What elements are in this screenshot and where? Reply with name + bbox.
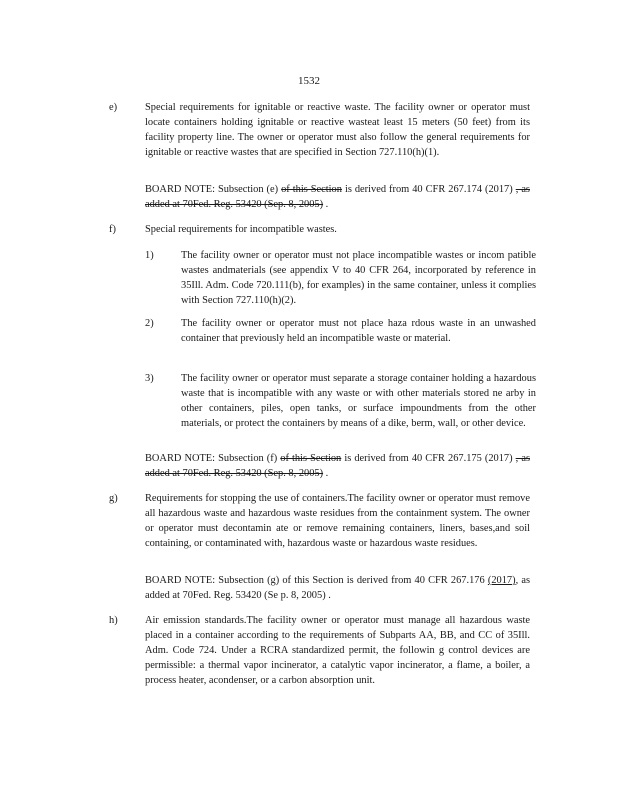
section-label: e) <box>109 102 118 113</box>
note-prefix: BOARD NOTE: Subsection (f) <box>145 453 278 464</box>
note-prefix: BOARD NOTE: Subsection (e) <box>145 184 279 195</box>
section-label: g) <box>109 493 118 504</box>
section-text: Special requirements for ignitable or reactive waste. The facility owner or operator must locate containers holding ignitable or reactive wasteat least 15 meters (50 feet) from its facility property line. The owner or operator must also follow the general requirements for ignitable or reactive wastes that are specified in Section 727.110(h)(1). <box>145 102 530 158</box>
note-end: . <box>325 468 329 479</box>
item-label: 1) <box>145 250 154 261</box>
board-note <box>145 182 530 212</box>
note-struck-text: , as added at 70Fed. Reg. 53420 (Sep. 8, 2005) <box>145 184 530 210</box>
note-struck-text: of this Section <box>280 453 342 464</box>
note-rest: , as added at 70Fed. Reg. 53420 (Se p. 8, 2005) . <box>145 575 530 601</box>
item-text: The facility owner or operator must not place incompatible wastes or incom patible wastes andmaterials (see appendix V to 40 CFR 264, incorporated by reference in 35Ill. Adm. Code 720.111(b), for examples) in the same container, unless it complies with Section 727.110(h)(2). <box>181 250 536 306</box>
section-text: Air emission standards.The facility owner or operator must manage all hazardous waste placed in a container according to the requirements of Subparts AA, BB, and CC of 35Ill. Adm. Code 724. Under a RCRA standardized permit, the followin g control devices are permissible: a thermal vapor incinerator, a catalytic vapor incinerator, a flame, a boiler, a process heater, acondenser, or a carbon absorption unit. <box>145 615 530 686</box>
section-label: h) <box>109 615 118 626</box>
note-middle: is derived from 40 CFR 267.175 (2017) <box>344 453 513 464</box>
item-text: The facility owner or operator must separate a storage container holding a hazardous waste that is incompatible with any waste or with other materials stored ne arby in other containers, piles, open tanks, or surface impoundments from the other materials, or protect the containers by means of a dike, berm, wall, or other device. <box>181 373 536 429</box>
note-struck-text: , as added at 70Fed. Reg. 53420 (Sep. 8, 2005) <box>145 453 530 479</box>
section-text: Special requirements for incompatible wastes. <box>145 224 337 235</box>
note-prefix: BOARD NOTE: Subsection (g) of this Section is derived from 40 CFR 267.176 <box>145 575 485 586</box>
page-number: 1532 <box>298 75 320 87</box>
note-struck-text: of this Section <box>281 184 342 195</box>
section-text: Requirements for stopping the use of containers.The facility owner or operator must remove all hazardous waste and hazardous waste residues from the containment system. The owner or operator must decontamin ate or remove remaining containers, liners, bases,and soil containing, or contaminated with, hazardous waste or hazardous waste residues. <box>145 493 530 549</box>
note-middle: is derived from 40 CFR 267.174 (2017) <box>344 184 513 195</box>
item-text: The facility owner or operator must not place haza rdous waste in an unwashed container that previously held an incompatible waste or material. <box>181 318 536 344</box>
item-label: 2) <box>145 318 154 329</box>
board-note <box>145 573 530 603</box>
note-end: . <box>325 199 329 210</box>
note-underlined-text: (2017) <box>487 575 516 586</box>
section-label: f) <box>109 224 116 235</box>
board-note <box>145 451 530 481</box>
item-label: 3) <box>145 373 154 384</box>
